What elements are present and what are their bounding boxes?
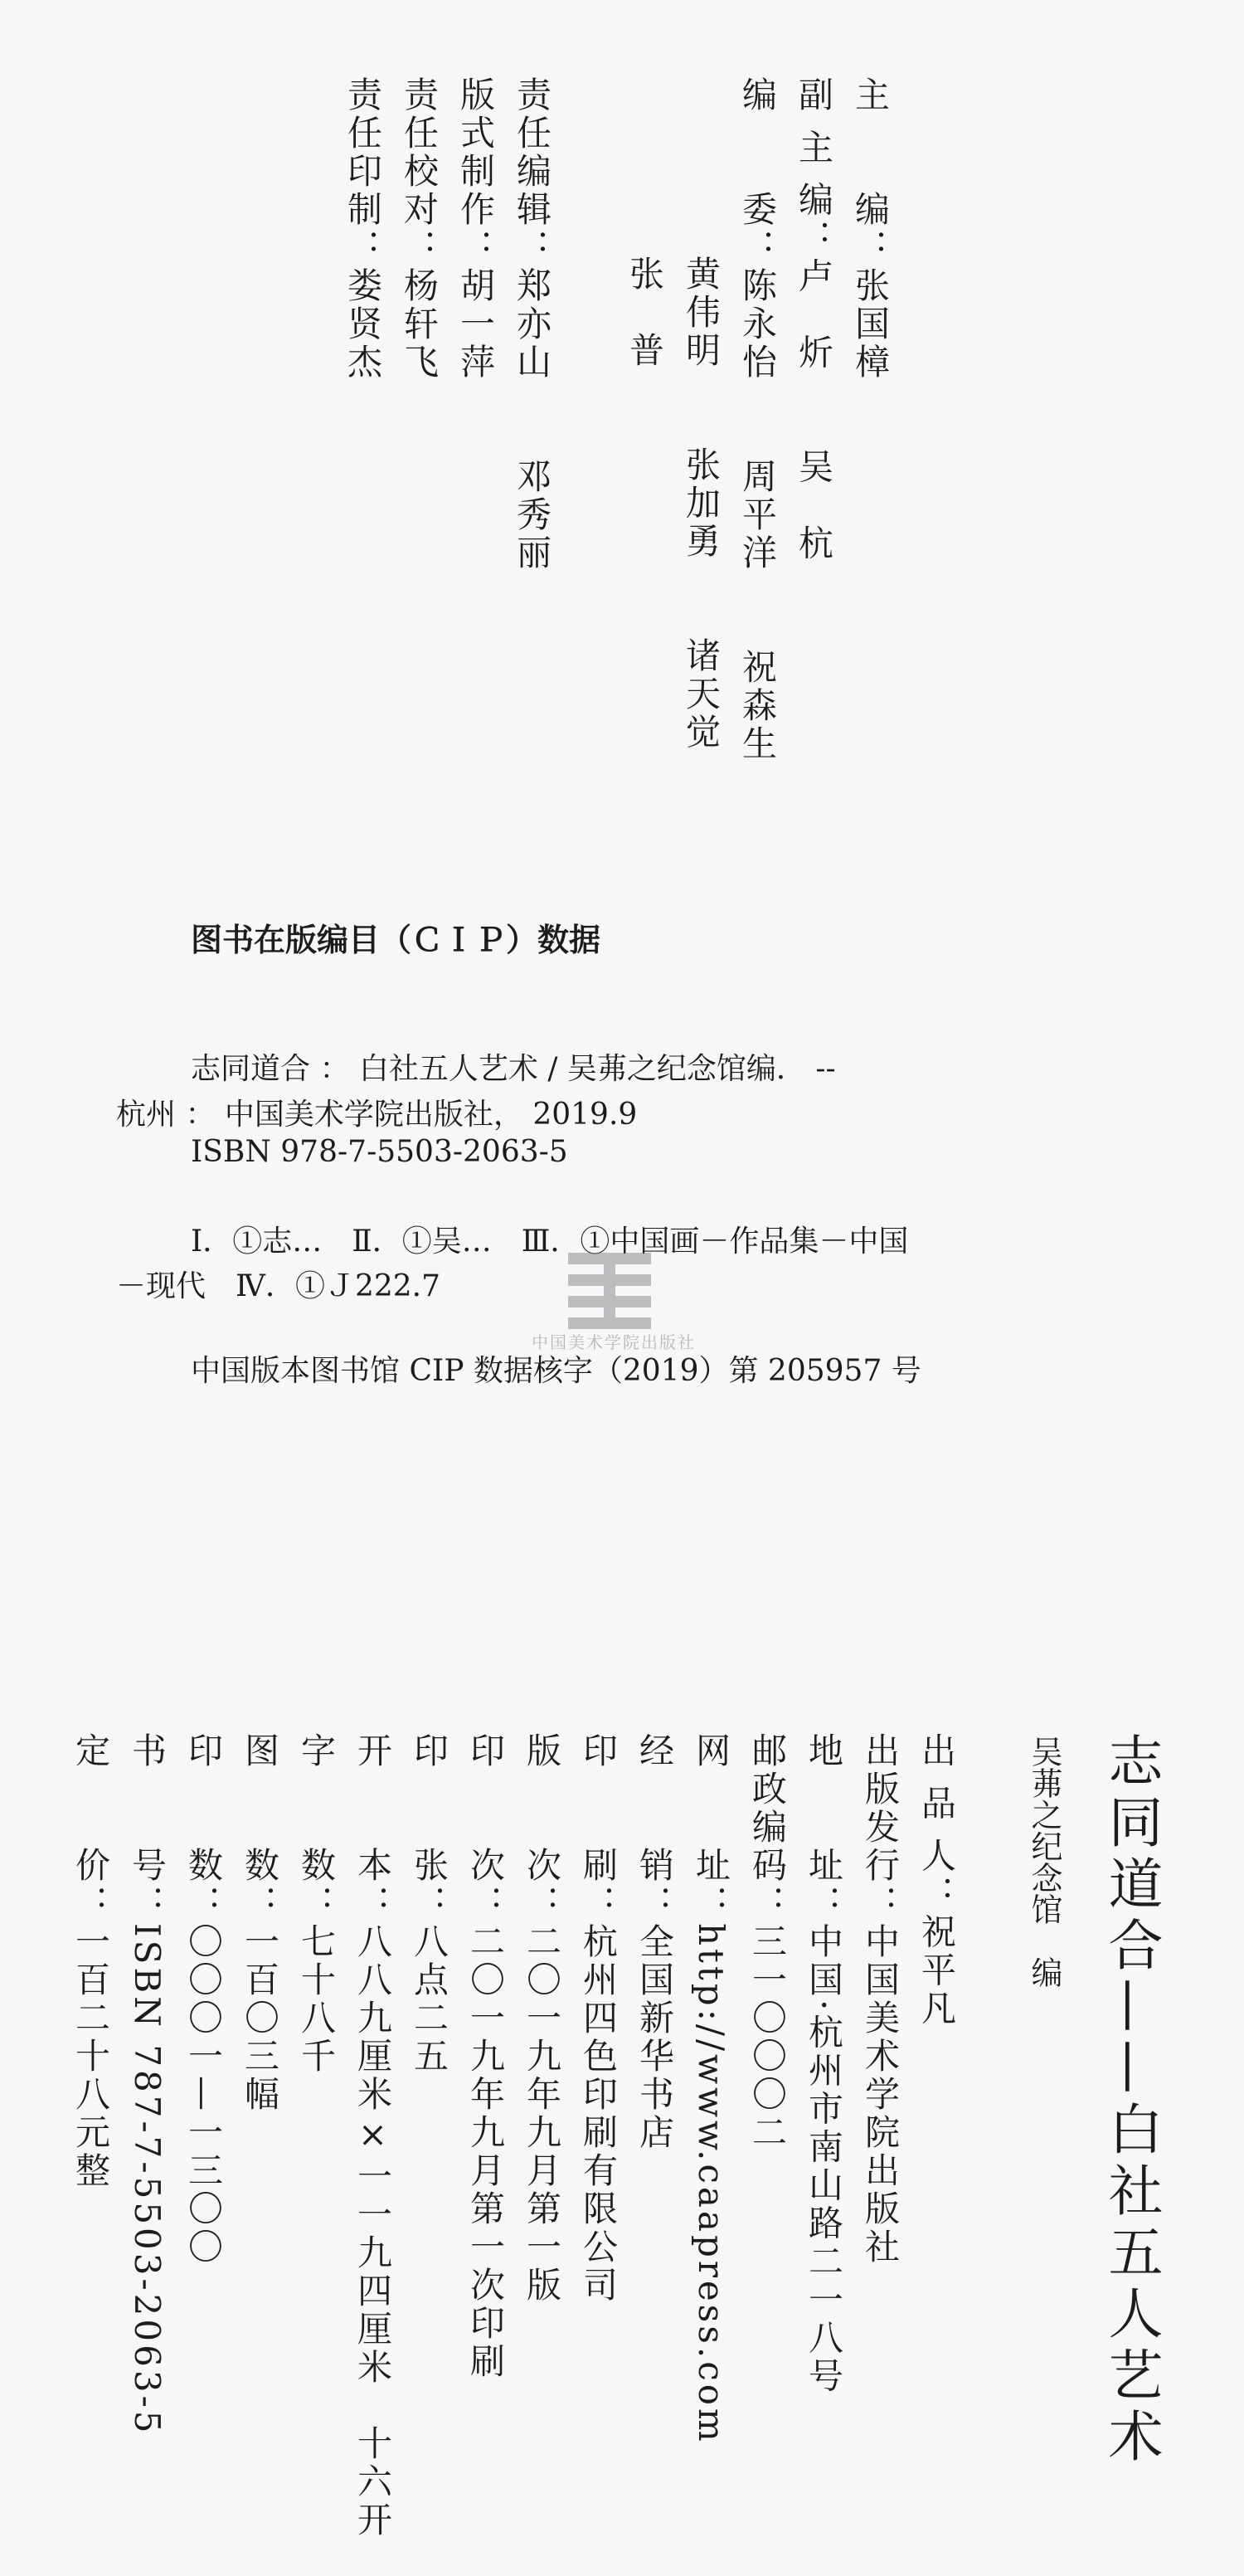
colophon-price: 定 价：一百二十八元整	[70, 1732, 111, 2190]
colophon-edition: 版 次：二〇一九年九月第一版	[522, 1732, 562, 2305]
printing-supervisor: 责任印制：娄贤杰	[343, 76, 383, 382]
colophon-printing: 印 次：二〇一九年九月第一次印刷	[465, 1732, 506, 2381]
committee-members-2: 黄伟明 张加勇 诸天觉	[681, 256, 722, 752]
colophon-postcode: 邮政编码：三一〇〇〇二	[747, 1732, 788, 2152]
colophon-website: 网 址：http://www.caapress.com	[691, 1732, 731, 2445]
cip-title: 图书在版编目（ＣＩＰ）数据	[191, 922, 601, 958]
cip-line-1: 志同道合 ： 白社五人艺术 / 吴茀之纪念馆编． --	[191, 1052, 836, 1086]
book-title: 志同道合——白社五人艺术	[1099, 1732, 1163, 2469]
cip-line-2: 杭州 ： 中国美术学院出版社， 2019.9	[116, 1098, 638, 1132]
cip-isbn: ISBN 978-7-5503-2063-5	[191, 1135, 568, 1169]
colophon-distributor: 经 销：全国新华书店	[634, 1732, 675, 2152]
editor-in-chief: 主 编：张国樟	[850, 76, 891, 382]
responsible-editor: 责任编辑：郑亦山 邓秀丽	[512, 76, 552, 572]
layout-designer: 版式制作：胡一萍	[455, 76, 496, 382]
committee-members: 编 委：陈永怡 周平洋 祝森生	[737, 76, 778, 763]
colophon-word-count: 字 数：七十八千	[296, 1732, 337, 2076]
publisher-watermark-text: 中国美术学院出版社	[532, 1332, 696, 1352]
proofreader: 责任校对：杨轩飞	[399, 76, 440, 382]
colophon-illustrations: 图 数：一百〇三幅	[240, 1732, 280, 2114]
compiler: 吴茀之纪念馆 编	[1026, 1736, 1062, 1988]
cip-classification-2: －现代 Ⅳ．①Ｊ222.7	[116, 1269, 441, 1303]
cip-classification-1: Ⅰ．①志… Ⅱ．①吴… Ⅲ．①中国画－作品集－中国	[191, 1225, 909, 1259]
colophon-isbn: 书 号：ISBN 787-7-5503-2063-5	[127, 1732, 168, 2437]
colophon-printer: 印 刷：杭州四色印刷有限公司	[578, 1732, 619, 2305]
colophon-format: 开 本：八八九厘米×一一九四厘米 十六开	[352, 1732, 393, 2539]
committee-members-3: 张 普	[624, 256, 665, 370]
colophon-print-run: 印 数：〇〇〇一—一三〇〇	[183, 1732, 224, 2267]
colophon-publisher: 出版发行：中国美术学院出版社	[860, 1732, 901, 2267]
cip-record-number: 中国版本图书馆 CIP 数据核字（2019）第 205957 号	[191, 1354, 921, 1388]
colophon-producer: 出 品 人：祝平凡	[916, 1732, 957, 2028]
deputy-editors: 副 主 编：卢 炘 吴 杭	[794, 76, 834, 563]
colophon-address: 地 址：中国·杭州市南山路二一八号	[804, 1732, 844, 2396]
colophon-sheets: 印 张：八点二五	[409, 1732, 449, 2076]
